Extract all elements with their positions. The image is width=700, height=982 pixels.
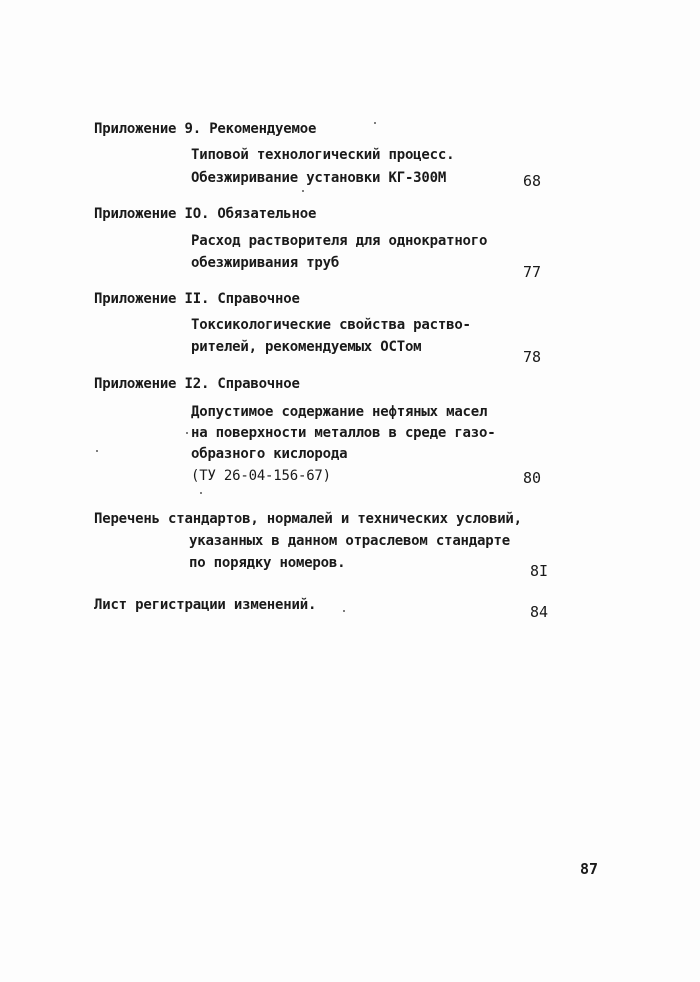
toc-line: на поверхности металлов в среде газо- (191, 425, 496, 441)
toc-heading: Приложение II. Справочное (94, 291, 300, 307)
toc-line: Токсикологические свойства раство- (191, 317, 471, 333)
scan-speck (96, 450, 98, 452)
toc-line: по порядку номеров. (189, 555, 346, 571)
scan-speck (343, 610, 345, 612)
toc-heading: Приложение 9. Рекомендуемое (94, 121, 317, 137)
toc-line: образного кислорода (191, 446, 348, 462)
toc-heading: Приложение I2. Справочное (94, 376, 300, 392)
toc-page-number: 68 (523, 172, 542, 190)
toc-page-number: 84 (530, 603, 549, 621)
scan-speck (186, 432, 188, 434)
toc-page-number: 77 (523, 263, 542, 281)
toc-line: рителей, рекомендуемых ОСТом (191, 339, 422, 355)
toc-page-number: 8I (530, 562, 549, 580)
toc-line: Допустимое содержание нефтяных масел (191, 404, 488, 420)
page-number: 87 (580, 860, 599, 878)
scan-speck (302, 190, 304, 192)
toc-heading: Лист регистрации изменений. (94, 597, 317, 613)
scan-speck (200, 492, 202, 494)
toc-page-number: 78 (523, 348, 542, 366)
toc-line: (ТУ 26-04-156-67) (191, 468, 331, 484)
toc-line: Обезжиривание установки КГ-300М (191, 170, 447, 186)
toc-line: Типовой технологический процесс. (191, 147, 455, 163)
scan-speck (374, 122, 376, 124)
toc-line: указанных в данном отраслевом стандарте (189, 533, 510, 549)
toc-heading: Перечень стандартов, нормалей и технических условий, (94, 511, 522, 527)
toc-line: Расход растворителя для однократного (191, 233, 488, 249)
toc-page-number: 80 (523, 469, 542, 487)
toc-heading: Приложение IO. Обязательное (94, 206, 317, 222)
toc-line: обезжиривания труб (191, 255, 340, 271)
